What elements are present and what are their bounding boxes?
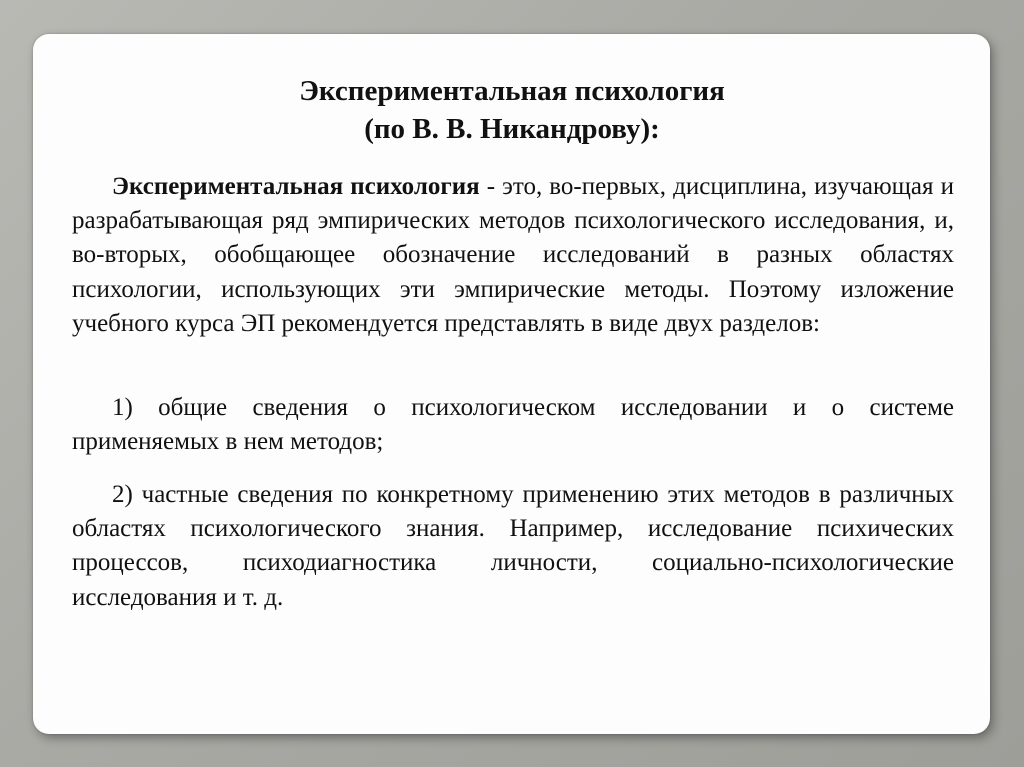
definition-text: - это, во-первых, дисциплина, изучающая и разрабатывающая ряд эмпирических методов психологического исследования, и, во-вторых, обобщающее обозначение исследований в разных областях психологии, использующих эти эмпирические методы. Поэтому изложение учебного курса ЭП рекомендуется представлять в виде двух разделов: <box>72 173 954 337</box>
definition-paragraph <box>72 170 954 341</box>
slide-title-line-1: Экспериментальная психология <box>299 75 725 107</box>
section-1-text: 1) общие сведения о психологическом исследовании и о системе применяемых в нем методов; <box>72 394 954 456</box>
section-2-paragraph <box>72 478 954 615</box>
definition-term: Экспериментальная психология <box>112 173 480 200</box>
slide-title <box>0 72 1024 148</box>
slide-title-line-2: (по В. В. Никандрову): <box>364 113 660 145</box>
section-1-paragraph <box>72 391 954 459</box>
section-2-text: 2) частные сведения по конкретному применению этих методов в различных областях психологического знания. Например, исследование психических процессов, психодиагностика личности, социально-психологические исследования и т. д. <box>72 481 954 611</box>
